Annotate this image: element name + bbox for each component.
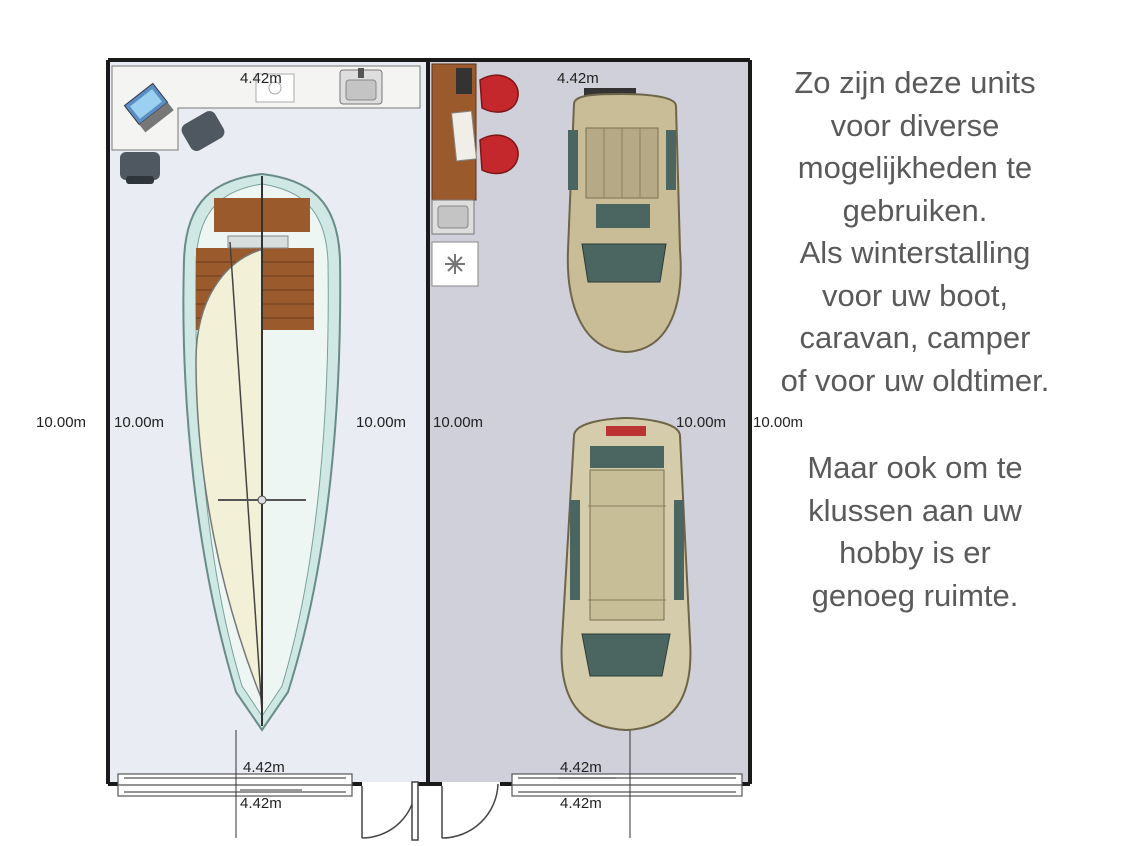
description-line: caravan, camper: [799, 320, 1031, 355]
counter: [432, 64, 476, 200]
description-line: voor uw boot,: [821, 277, 1009, 313]
description-line: genoeg ruimte.: [811, 577, 1019, 613]
description-line: hobby is er: [839, 535, 991, 570]
left-unit-inner-right-length-label: 10.00m: [356, 414, 407, 431]
description-line: gebruiken.: [842, 192, 988, 228]
sink-icon: [432, 200, 474, 234]
right-unit-inner-length-label: 10.00m: [433, 414, 484, 431]
description-line: voor diverse: [830, 107, 1000, 143]
right-unit-outer-length-label: 10.00m: [753, 414, 804, 431]
description-line: Zo zijn deze units: [794, 65, 1036, 100]
description-line: klussen aan uw: [808, 492, 1022, 528]
left-unit-top-width-label: 4.42m: [240, 70, 282, 87]
left-unit-inner-length-label: 10.00m: [114, 414, 165, 431]
sink-icon: [340, 68, 382, 104]
fan-icon: [432, 242, 478, 286]
right-garage-door: [512, 774, 742, 796]
description-line: mogelijkheden te: [797, 150, 1033, 185]
car: [562, 418, 691, 730]
description-paragraph-2: [745, 447, 1085, 617]
left-unit-outer-length-label: 10.00m: [36, 414, 87, 431]
description-line: Maar ook om te: [807, 450, 1023, 485]
description-line: of voor uw oldtimer.: [780, 362, 1050, 398]
right-swing-door: [442, 784, 498, 838]
right-unit-bottom-inner-width-label: 4.42m: [560, 759, 602, 776]
description-line: Als winterstalling: [799, 235, 1031, 270]
left-swing-door: [362, 782, 418, 840]
left-garage-door: [118, 774, 352, 796]
left-unit-bottom-outer-width-label: 4.42m: [240, 795, 282, 812]
left-unit-bottom-inner-width-label: 4.42m: [243, 759, 285, 776]
suv: [568, 88, 681, 352]
description-paragraph-1: [745, 62, 1085, 402]
right-unit-inner-right-length-label: 10.00m: [676, 414, 727, 431]
right-unit-bottom-outer-width-label: 4.42m: [560, 795, 602, 812]
right-unit-top-width-label: 4.42m: [557, 70, 599, 87]
